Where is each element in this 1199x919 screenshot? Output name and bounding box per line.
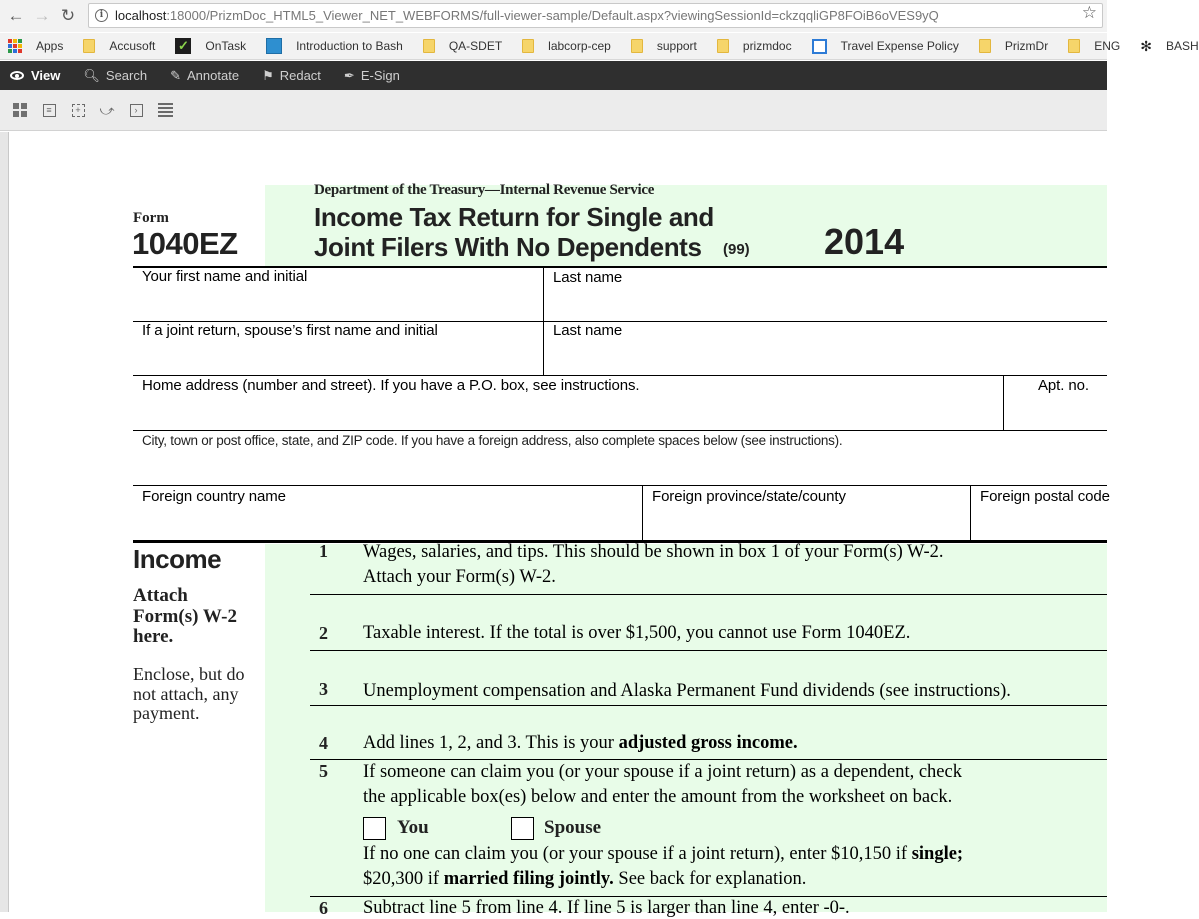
redact-stamp-icon: ⚑: [262, 67, 274, 83]
folder-icon: [83, 39, 95, 53]
tab-label: E-Sign: [360, 68, 400, 83]
spouse-first-name-field-label: If a joint return, spouse’s first name and initial: [142, 322, 438, 339]
line-3-text: Unemployment compensation and Alaska Permanent Fund dividends (see instructions).: [363, 681, 1011, 701]
eye-icon: [10, 71, 24, 80]
bookmark-label: Introduction to Bash: [296, 39, 403, 53]
forward-arrow-icon[interactable]: →: [33, 6, 51, 25]
line-5-instructions-plain: If no one can claim you (or your spouse if a joint return), enter $10,150 if: [363, 844, 912, 864]
bookmark-label: Accusoft: [109, 39, 156, 53]
bookmark-bash[interactable]: [1140, 38, 1198, 55]
bookmark-qa-sdet[interactable]: [423, 39, 502, 53]
divider: [970, 486, 971, 540]
line-number: 4: [319, 733, 328, 753]
form-label: Form: [133, 210, 169, 226]
last-name-field-label: Last name: [553, 269, 623, 286]
line-4-text-plain: Add lines 1, 2, and 3. This is your: [363, 733, 619, 753]
reload-icon[interactable]: ↻: [60, 6, 76, 25]
bookmark-label: ENG: [1094, 39, 1121, 53]
bookmark-prizmdoc[interactable]: [717, 39, 792, 53]
selection-area-icon[interactable]: +: [70, 102, 86, 118]
bookmark-label: BASH: [1165, 39, 1199, 53]
bookmark-label: QA-SDET: [448, 39, 503, 53]
line-1-text: Wages, salaries, and tips. This should be shown in box 1 of your Form(s) W-2.: [363, 542, 944, 562]
folder-icon: [522, 39, 534, 53]
form-title-line1: Income Tax Return for Single and: [314, 202, 714, 232]
spouse-checkbox[interactable]: [511, 817, 534, 840]
line-5-instructions-plain2: $20,300 if: [363, 869, 444, 889]
folder-icon: [631, 39, 643, 53]
folder-icon: [1068, 39, 1080, 53]
bookmark-label: OnTask: [205, 39, 247, 53]
bash-logo-icon: [266, 38, 282, 54]
bookmark-label: labcorp-cep: [548, 39, 611, 53]
foreign-province-field-label: Foreign province/state/county: [652, 488, 846, 505]
divider: [133, 375, 1107, 376]
line-5-text: If someone can claim you (or your spouse if a joint return) as a dependent, check: [363, 762, 962, 782]
signature-pen-icon: ✒: [343, 67, 355, 83]
url-host: localhost: [115, 8, 167, 23]
bookmark-travel-expense[interactable]: [812, 39, 959, 54]
divider: [133, 485, 1107, 486]
income-heading: Income: [133, 544, 222, 574]
url-input[interactable]: [88, 3, 1103, 28]
tab-search[interactable]: [83, 68, 147, 84]
ontask-check-icon: ✓: [175, 38, 191, 54]
folder-icon: [717, 39, 729, 53]
fit-page-icon[interactable]: ›: [128, 102, 144, 118]
divider: [642, 486, 643, 540]
bookmark-prizmdr[interactable]: [979, 39, 1048, 53]
folder-icon: [979, 39, 991, 53]
pan-hand-icon[interactable]: ⤻: [99, 101, 115, 118]
you-checkbox-label: You: [397, 817, 429, 838]
line-5-single-bold: single;: [911, 844, 964, 864]
tab-label: Search: [105, 68, 148, 83]
department-label: Department of the Treasury—Internal Revenue Service: [314, 182, 655, 198]
line-number: 1: [319, 541, 328, 561]
apps-grid-icon: [8, 39, 22, 53]
bookmark-star-icon[interactable]: ☆: [1081, 3, 1097, 22]
line-4-text: [363, 733, 798, 754]
tax-year: 2014: [824, 221, 905, 262]
bookmarks-bar: [0, 33, 1199, 60]
line-5-text-cont: the applicable box(es) below and enter the amount from the worksheet on back.: [363, 787, 953, 807]
enclose-payment-note-line2: not attach, any: [133, 684, 239, 704]
bookmark-intro-bash[interactable]: [266, 38, 403, 54]
divider: [310, 896, 1107, 897]
bookmark-label: support: [656, 39, 697, 53]
tab-view[interactable]: [10, 68, 60, 83]
tab-label: View: [31, 68, 61, 83]
attach-w2-note-line3: here.: [133, 626, 174, 647]
divider: [1003, 376, 1004, 430]
line-6-text: Subtract line 5 from line 4. If line 5 is larger than line 4, enter -0-.: [363, 898, 850, 918]
bash-claw-icon: ✻: [1140, 37, 1152, 54]
line-5-instructions-cont: [363, 869, 806, 890]
line-5-instructions: [363, 844, 963, 865]
apt-number-field-label: Apt. no.: [1038, 377, 1089, 394]
line-2-text: Taxable interest. If the total is over $1,500, you cannot use Form 1040EZ.: [363, 623, 911, 643]
divider: [310, 759, 1107, 760]
attach-w2-note-line2: Form(s) W-2: [133, 606, 237, 627]
pencil-icon: ✎: [170, 67, 182, 83]
tab-label: Redact: [279, 68, 321, 83]
search-icon: 🔍︎: [83, 67, 100, 83]
line-number: 2: [319, 623, 328, 643]
bookmark-label: prizmdoc: [742, 39, 792, 53]
bookmark-accusoft[interactable]: [83, 39, 155, 53]
page-scroll-gutter: [0, 132, 9, 912]
bookmark-label: Apps: [36, 39, 64, 53]
divider: [310, 650, 1107, 651]
form-code: (99): [723, 241, 750, 258]
viewer-mode-tabs: [0, 61, 1107, 90]
bookmark-label: Travel Expense Policy: [840, 39, 959, 53]
bookmark-apps[interactable]: [8, 39, 63, 53]
url-path: :18000/PrizmDoc_HTML5_Viewer_NET_WEBFORMS/full-viewer-sample/Default.aspx?viewingSessionId=ckzqqliGP8FOiB6oVES9yQ: [166, 8, 939, 23]
bookmark-labcorp-cep[interactable]: [522, 39, 611, 53]
browser-address-bar: [0, 0, 1107, 32]
tab-redact[interactable]: [262, 68, 321, 84]
folder-icon: [423, 39, 435, 53]
document-icon: [812, 39, 827, 54]
menu-lines-icon[interactable]: [157, 102, 173, 118]
tab-esign[interactable]: [344, 68, 400, 84]
line-5-married-bold: married filing jointly.: [443, 869, 614, 889]
document-page: [0, 132, 1110, 918]
divider: [133, 430, 1107, 431]
foreign-postal-code-field-label: Foreign postal code: [980, 488, 1110, 505]
line-number: 6: [319, 898, 328, 918]
comments-icon[interactable]: ≡: [41, 102, 57, 118]
form-title-line2: Joint Filers With No Dependents: [314, 232, 702, 262]
you-checkbox[interactable]: [363, 817, 386, 840]
info-icon[interactable]: i: [95, 9, 108, 22]
back-arrow-icon[interactable]: ←: [7, 6, 25, 25]
line-number: 3: [319, 679, 328, 699]
tab-label: Annotate: [187, 68, 240, 83]
enclose-payment-note-line1: Enclose, but do: [133, 664, 245, 684]
form-number: 1040EZ: [132, 226, 238, 261]
line-number: 5: [319, 761, 328, 781]
foreign-country-field-label: Foreign country name: [142, 488, 286, 505]
divider: [310, 705, 1107, 706]
spouse-last-name-field-label: Last name: [553, 322, 623, 339]
thumbnails-grid-icon[interactable]: [12, 102, 28, 118]
viewer-tools-bar: [0, 90, 1107, 131]
line-5-instructions-plain3: See back for explanation.: [613, 869, 807, 889]
home-address-field-label: Home address (number and street). If you have a P.O. box, see instructions.: [142, 377, 640, 394]
spouse-checkbox-label: Spouse: [544, 817, 602, 838]
tab-annotate[interactable]: [170, 68, 239, 84]
bookmark-eng[interactable]: [1068, 39, 1120, 53]
divider: [310, 594, 1107, 595]
city-state-zip-field-label: City, town or post office, state, and ZIP code. If you have a foreign address, also complete spaces below (see instructions).: [142, 433, 843, 448]
bookmark-ontask[interactable]: [175, 38, 246, 54]
enclose-payment-note-line3: payment.: [133, 703, 200, 723]
line-4-text-bold: adjusted gross income.: [618, 733, 798, 753]
bookmark-support[interactable]: [631, 39, 697, 53]
attach-w2-note-line1: Attach: [133, 585, 188, 606]
bookmark-label: PrizmDr: [1004, 39, 1049, 53]
line-1-text-cont: Attach your Form(s) W-2.: [363, 567, 556, 587]
first-name-field-label: Your first name and initial: [142, 268, 308, 285]
